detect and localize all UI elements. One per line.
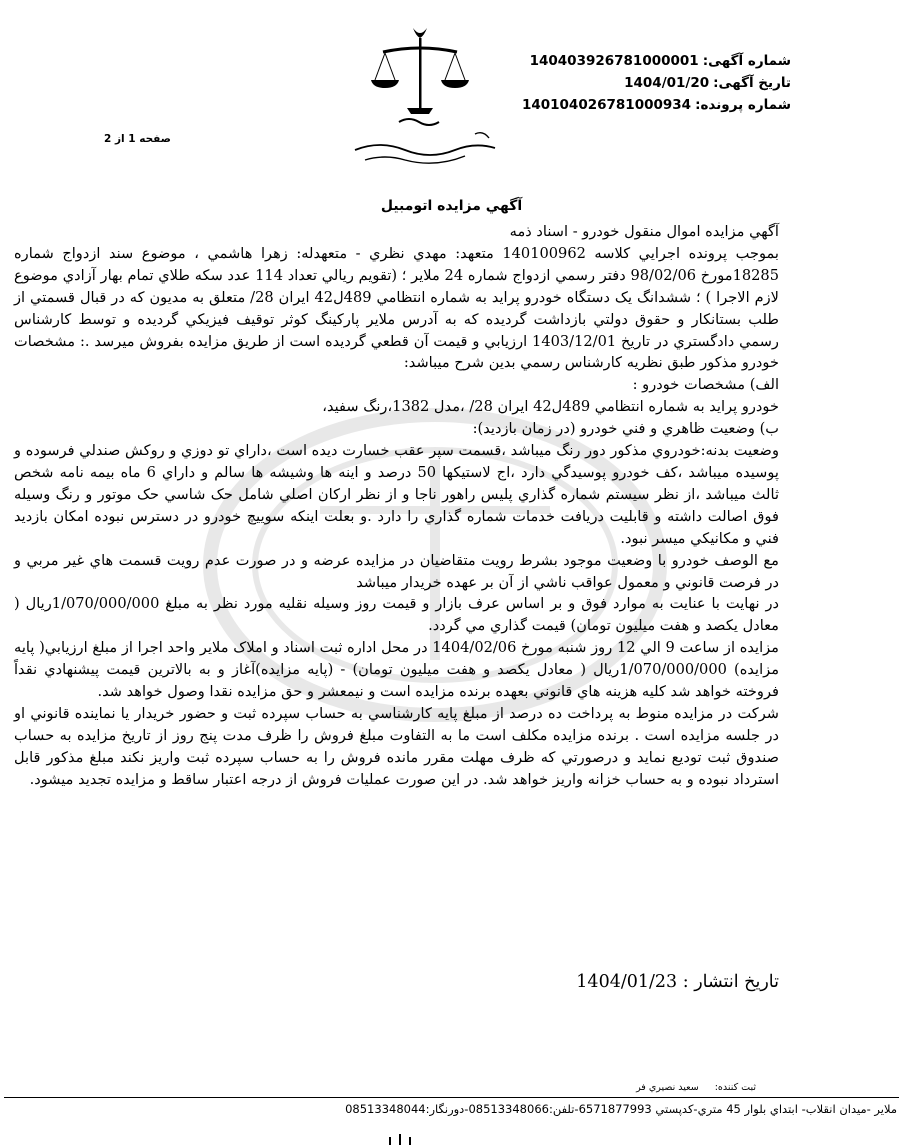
publication-date-label: تاريخ انتشار : <box>682 972 779 992</box>
registrar-label: ثبت کننده: <box>714 1082 756 1093</box>
notice-date-label: تاریخ آگهی: <box>713 75 791 91</box>
publication-date-row <box>576 972 779 992</box>
page-bottom-emblem-fragment <box>380 1133 420 1145</box>
notice-date: 1404/01/20 <box>624 75 710 91</box>
paragraph-section-b-heading: ب) وضعيت ظاهري و فني خودرو (در زمان بازديد): <box>472 420 779 438</box>
case-number-row <box>522 94 791 116</box>
paragraph-section-a-heading: الف) مشخصات خودرو : <box>632 376 779 394</box>
paragraph-participation-terms: شرکت در مزايده منوط به پرداخت ده درصد از مبلغ پايه کارشناسي به حساب سپرده ثبت و حضور خريدار يا نماينده قانوني او در جلسه مزايده است . برنده مزايده مکلف است ما به التفاوت مبلغ فروش را ظرف مدت پنج روز از تاريخ مزايده به حساب صندوق ثبت توديع نمايد و درصورتي که ظرف مهلت مقرر مانده فروش را به حساب سپرده ثبت واريز نکند مبلغ مذکور قابل استرداد نبوده و به حساب خزانه واريز خواهد شد. در اين صورت عمليات فروش از درجه اعتبار ساقط و مزايده تجديد ميشود. <box>14 704 779 788</box>
page-info: صفحه 1 از 2 <box>104 133 171 145</box>
paragraph-auction-time: مزايده از ساعت 9 الي 12 روز شنبه مورخ 1404/02/06 در محل اداره ثبت اسناد و املاک ملاير واحد اجرا از مبلغ ارزيابي( پايه مزايده) 1/070/000/000ريال ( معادل يکصد و هفت ميليون تومان) - (پايه مزايده)آغاز و به بالاترين قيمت پيشنهادي نقداً فروخته خواهد شد کليه هزينه هاي قانوني بعهده برنده مزايده است و نيمعشر و حق مزايده نقدا وصول خواهد شد. <box>14 639 780 701</box>
publication-date: 1404/01/23 <box>576 972 678 992</box>
footer-address: ملاير -ميدان انقلاب- ابتداي بلوار 45 متري-کدپستي 6571877993-تلفن:08513348066-دورنگار:08513348044 <box>345 1102 897 1116</box>
document-title: آگهي مزايده اتومبيل <box>380 198 523 214</box>
case-number-label: شماره پرونده: <box>695 97 791 113</box>
paragraph-subject: آگهي مزايده اموال منقول خودرو - اسناد ذمه <box>509 223 779 240</box>
paragraph-valuation: در نهايت با عنايت به موارد فوق و بر اساس عرف بازار و قيمت روز وسيله نقليه مورد نظر به مبلغ 1/070/000/000ريال ( معادل يکصد و هفت ميليون تومان) قيمت گذاري مي گردد. <box>14 595 779 635</box>
case-number: 140104026781000934 <box>521 97 692 113</box>
notice-body <box>14 221 779 791</box>
paragraph-vehicle-specs: خودرو پرايد به شماره انتظامي 489ل42 ايران 28/ ،مدل 1382،رنگ سفيد، <box>322 398 779 416</box>
notice-number-label: شماره آگهی: <box>702 53 791 69</box>
notice-number-row <box>530 50 791 72</box>
paragraph-case-details: بموجب پرونده اجرايي کلاسه 140100962 متعهد: مهدي نظري - متعهدله: زهرا هاشمي ، موضوع سند ازدواج شماره 18285مورخ 98/02/06 دفتر رسمي ازدواج شماره 24 ملاير ؛ (تقويم ريالي تعداد 114 عدد سکه طلاي تمام بهار آزادي موضوع لازم الاجرا ) ؛ ششدانگ يک دستگاه خودرو پرايد به شماره انتظامي 489ل42 ايران 28/ متعلق به مديون که در قبال قسمتي از طلب بستانکار و حقوق دولتي بازداشت گرديده که به آدرس ملاير پارکينگ کوثر توقيف فيزيکي گرديده و توسط کارشناس رسمي دادگستري در تاريخ 1403/12/01 ارزيابي و قيمت آن قطعي گرديده است از طريق مزايده بفروش ميرسد .: مشخصات خودرو مذکور طبق نظريه کارشناس رسمي بدين شرح ميباشد: <box>14 244 780 372</box>
notice-number: 140403926781000001 <box>529 53 699 69</box>
paragraph-condition-note: مع الوصف خودرو با وضعيت موجود بشرط رويت متقاضيان در مزايده عرضه و در صورت عدم رويت قسمت هاي غير مربي و در فرصت قانوني و معمول عواقب ناشي از آن بر عهده خريدار ميباشد <box>14 551 779 591</box>
footer-divider <box>4 1097 899 1098</box>
registrar-row <box>636 1082 756 1093</box>
registrar-name: سعيد نصيري فر <box>636 1082 699 1093</box>
judiciary-emblem-logo <box>325 22 515 172</box>
notice-date-row <box>624 72 791 94</box>
paragraph-body-condition: وضعيت بدنه:خودروي مذکور دور رنگ ميباشد ،قسمت سپر عقب خسارت ديده است ،داراي تو دوزي و روکش صندلي فرسوده و پوسيده ميباشد ،کف خودرو پوسيدگي دارد ،اج لاستيکها 50 درصد و اينه ها وشيشه ها سالم و داراي 6 ماه بيمه نامه شخص ثالث ميباشد ،از نظر سيستم شماره گذاري پليس راهور ناجا و از نظر ارکان اصلي شامل حک شاسي حک موتور و رنگ وسيله فوق اصالت داشته و قابليت دريافت خدمات شماره گذاري را دارد .و بعلت اينکه سوييچ خودرو در دسترس نبوده امکان بازديد فني و مکانيکي ميسر نبود. <box>14 442 780 547</box>
